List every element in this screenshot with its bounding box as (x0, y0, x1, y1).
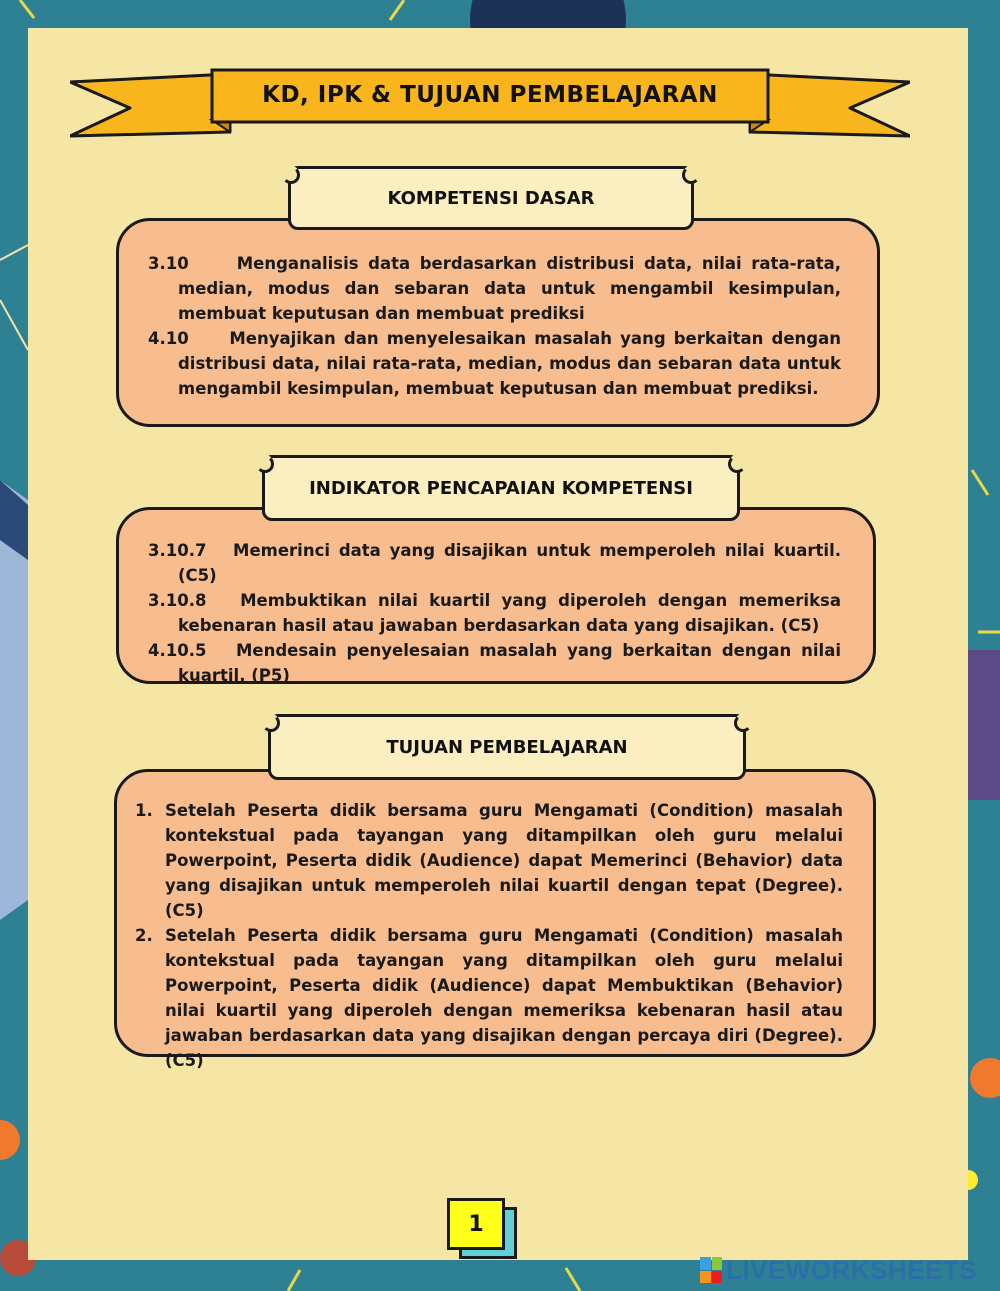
list-item (148, 638, 841, 688)
item-number: 2. (135, 926, 153, 945)
page-title: KD, IPK & TUJUAN PEMBELAJARAN (262, 82, 718, 108)
indikator-title: INDIKATOR PENCAPAIAN KOMPETENSI (309, 477, 693, 499)
list-item (148, 326, 841, 401)
kompetensi-dasar-heading (288, 166, 694, 230)
list-item (148, 538, 841, 588)
tujuan-heading (268, 714, 746, 780)
item-text: Membuktikan nilai kuartil yang diperoleh dengan memeriksa kebenaran hasil atau jawaban berdasarkan data yang disajikan. (C5) (178, 591, 842, 635)
list-item (148, 588, 841, 638)
liveworksheets-logo (700, 1254, 977, 1286)
item-text: Memerinci data yang disajikan untuk memperoleh nilai kuartil. (C5) (178, 541, 842, 585)
kompetensi-dasar-panel (116, 218, 880, 427)
item-text: Setelah Peserta didik bersama guru Mengamati (Condition) masalah kontekstual pada tayangan yang ditampilkan oleh guru melalui Powerpoint, Peserta didik (Audience) dapat Memerinci (Behavior) data yang disajikan untuk memperoleh nilai kuartil dengan tepat (Degree). (C5) (165, 801, 843, 920)
kompetensi-dasar-title: KOMPETENSI DASAR (387, 187, 595, 209)
tujuan-panel (114, 769, 876, 1070)
item-text: Menganalisis data berdasarkan distribusi data, nilai rata-rata, median, modus dan sebaran data untuk mengambil kesimpulan, membuat keputusan dan membuat prediksi (178, 254, 841, 323)
watermark-text: LIVEWORKSHEETS (726, 1254, 978, 1285)
page-number: 1 (447, 1198, 505, 1250)
item-number: 4.10.5 (148, 641, 207, 660)
indikator-heading (262, 455, 740, 521)
liveworksheets-icon (700, 1257, 722, 1283)
item-text: Setelah Peserta didik bersama guru Mengamati (Condition) masalah kontekstual pada tayangan yang ditampilkan oleh guru melalui Powerpoint, Peserta didik (Audience) dapat Membuktikan (Behavior) nilai kuartil yang diperoleh dengan memeriksa kebenaran hasil atau jawaban berdasarkan data yang disajikan dengan percaya diri (Degree). (C5) (165, 926, 843, 1070)
item-number: 1. (135, 801, 153, 820)
item-number: 4.10 (148, 329, 189, 348)
item-text: Mendesain penyelesaian masalah yang berkaitan dengan nilai kuartil. (P5) (178, 641, 841, 685)
list-item (135, 798, 843, 923)
list-item (135, 923, 843, 1073)
indikator-panel (116, 507, 876, 684)
item-number: 3.10 (148, 254, 189, 273)
tujuan-title: TUJUAN PEMBELAJARAN (386, 736, 628, 758)
item-number: 3.10.7 (148, 541, 207, 560)
list-item (148, 251, 841, 326)
item-text: Menyajikan dan menyelesaikan masalah yang berkaitan dengan distribusi data, nilai rata-rata, median, modus dan sebaran data untuk mengambil kesimpulan, membuat keputusan dan membuat prediksi. (178, 329, 841, 398)
item-number: 3.10.8 (148, 591, 207, 610)
